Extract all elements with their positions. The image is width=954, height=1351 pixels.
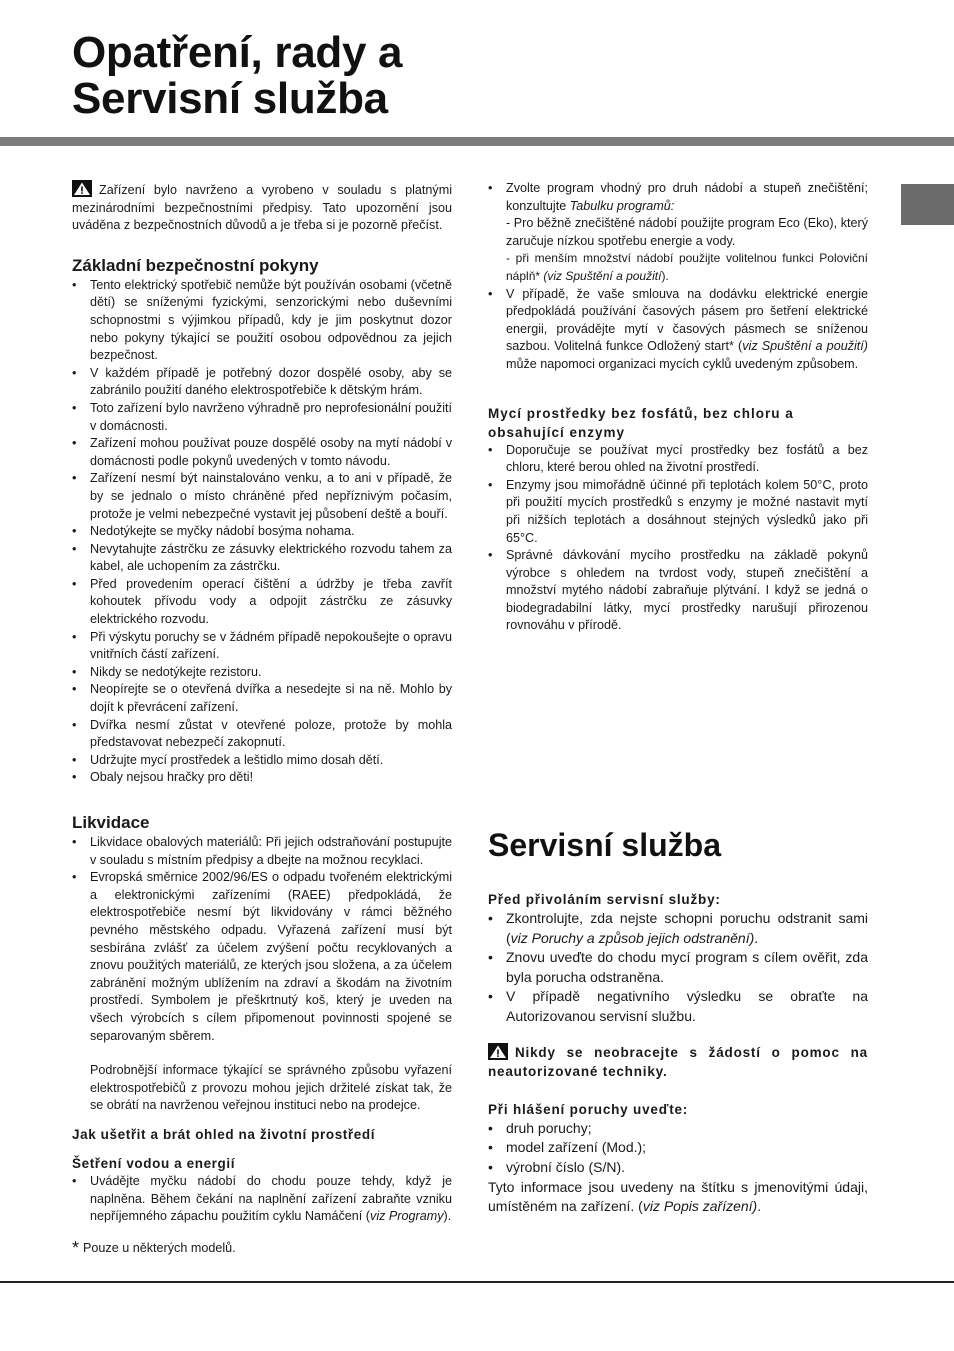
- list-item: • Enzymy jsou mimořádně účinné při teplotách kolem 50°C, proto při použití mycích prostředků s enzymy je možné nastavit mytí při nižších teplotách a dosáhnout stejných výsledků jako při 65°C.: [488, 477, 868, 547]
- eco-tips-list: [488, 180, 868, 374]
- detergent-heading: Mycí prostředky bez fosfátů, bez chloru a obsahující enzymy: [488, 405, 794, 440]
- closing-paragraph: [488, 1178, 868, 1217]
- eco-sub-heading: Šetření vodou a energií: [72, 1155, 236, 1171]
- list-item: • Doporučuje se používat mycí prostředky bez fosfátů a bez chloru, které berou ohled na životní prostředí.: [488, 442, 868, 477]
- service-title: Servisní služba: [488, 827, 721, 863]
- tariff-tip-end: může napomoci organizaci mycích cyklů uvedeným způsobem.: [506, 356, 859, 371]
- program-tip-text: Zvolte program vhodný pro druh nádobí a stupeň znečištění; konzultujte: [506, 181, 868, 213]
- list-item: • Zařízení nesmí být nainstalováno venku, a to ani v případě, že by se jednalo o místo chráněné před nepříznivým počasím, protože je velmi nebezpečné vystavit jej působení deště a bouří.: [72, 470, 452, 523]
- intro-text: Zařízení bylo navrženo a vyrobeno v souladu s platnými mezinárodními bezpečnostními předpisy. Tato upozornění jsou uváděna z bezpečnostních důvodů a je třeba si je pozorně přečíst.: [72, 183, 452, 233]
- side-tab-marker: [901, 184, 954, 225]
- intro-paragraph: [72, 180, 452, 235]
- before-call-heading: Před přivoláním servisní služby:: [488, 892, 721, 907]
- closing-end: .: [757, 1198, 762, 1215]
- before-call-list: [488, 909, 868, 1027]
- closing-text: Tyto informace jsou uvedeny na štítku s jmenovitými údaji, umístěném na zařízení. (: [488, 1178, 868, 1215]
- list-item: • model zařízení (Mod.);: [488, 1138, 868, 1158]
- disposal-list: [72, 834, 452, 1115]
- list-item: [488, 909, 868, 948]
- warning-icon: [72, 180, 92, 197]
- list-item: • druh poruchy;: [488, 1119, 868, 1139]
- page-title-line-1: Opatření, rady a: [72, 28, 403, 77]
- footnote: [72, 1237, 452, 1258]
- disposal-directive-text: • Evropská směrnice 2002/96/ES o odpadu tvořeném elektrickými a elektronickými zařízeními (RAEE) předpokládá, že elektrospotřebiče nesmí být likvidovány v rámci běžného pevného městského odpadu. Vyřazená zařízení musí být sesbírána zvlášť za účelem zvýšení počtu recyklovaných a znovu použitých materiálů, ze kterých jsou složena, a za účelem zabránění možným ublížením na zdraví a škodám na životním prostředí. Symbolem je přeškrtnutý koš, který je uveden na všech výrobcích s cílem připomenout povinnosti spojené se separovaným sběrem.: [90, 870, 452, 1043]
- list-item: • Před provedením operací čištění a údržby je třeba zavřít kohoutek přívodu vody a odpojit zástrčku ze zásuvky elektrického rozvodu.: [72, 576, 452, 629]
- program-tip-sub-1: - Pro běžně znečištěné nádobí použijte program Eco (Eko), který zaručuje nízkou spotřebu energie a vody.: [506, 216, 868, 248]
- page-title: [72, 30, 402, 122]
- footnote-star: *: [72, 1237, 80, 1258]
- list-item: • Toto zařízení bylo navrženo výhradně pro neprofesionální použití v domácnosti.: [72, 400, 452, 435]
- detergent-list: [488, 442, 868, 636]
- list-item: • Dvířka nesmí zůstat v otevřené poloze, protože by mohla představovat nebezpečí zakopnutí.: [72, 717, 452, 752]
- list-item: [72, 1173, 452, 1226]
- before-item-1-end: .: [754, 929, 759, 946]
- program-tip-ref: Tabulku programů:: [569, 198, 675, 213]
- list-item: • Nedotýkejte se myčky nádobí bosýma nohama.: [72, 523, 452, 541]
- report-heading: Při hlášení poruchy uveďte:: [488, 1101, 689, 1117]
- page-title-line-2: Servisní služba: [72, 74, 388, 123]
- list-item: • Udržujte mycí prostředek a leštidlo mimo dosah dětí.: [72, 752, 452, 770]
- list-item: • Tento elektrický spotřebič nemůže být používán osobami (včetně dětí) se sníženými fyzickými, senzorickými nebo duševními schopnostmi s výjimkou případů, kdy je jim poskytnut dozor nebo pokyny týkající se použití osobou odpovědnou za jejich bezpečnost.: [72, 277, 452, 365]
- program-tip-sub-2-text: - při menším množství nádobí použijte volitelnou funkci Poloviční náplň*: [506, 251, 868, 283]
- right-column: [488, 180, 868, 635]
- list-item: [72, 869, 452, 1115]
- list-item: [488, 286, 868, 374]
- before-item-1-ref: viz Poruchy a způsob jejich odstranění): [510, 929, 755, 946]
- left-column: [72, 180, 452, 1257]
- basic-safety-heading: Základní bezpečnostní pokyny: [72, 255, 319, 275]
- list-item: • Zařízení mohou používat pouze dospělé osoby na mytí nádobí v domácnosti podle pokynů uvedených v tomto návodu.: [72, 435, 452, 470]
- warning-icon: [488, 1043, 508, 1060]
- list-item: • Správné dávkování mycího prostředku na základě pokynů výrobce s ohledem na tvrdost vody, stupeň znečištění a množství mytého nádobí zabraňuje plýtvání. I když se jedná o biodegradabilní látky, mycí prostředky narušují přirozenou rovnováhu v přírodě.: [488, 547, 868, 635]
- unauthorized-warning-text: Nikdy se neobracejte s žádostí o pomoc na neautorizované techniky.: [488, 1044, 868, 1080]
- eco-item-ref: viz Programy: [370, 1209, 444, 1224]
- disposal-more-info: Podrobnější informace týkající se správného způsobu vyřazení elektrospotřebičů z provozu mohou jejich držitelé získat tak, že se obrátí na navrženou veřejnou instituci nebo na prodejce.: [90, 1063, 452, 1113]
- program-tip-sub-2-end: ).: [661, 268, 669, 283]
- before-item-1-text: Zkontrolujte, zda nejste schopni poruchu odstranit sami (: [506, 910, 868, 946]
- closing-ref: viz Popis zařízení): [642, 1198, 758, 1215]
- basic-safety-list: [72, 277, 452, 787]
- program-tip-sub-2-ref: (viz Spuštění a použití: [543, 268, 662, 283]
- list-item: • Likvidace obalových materiálů: Při jejich odstraňování postupujte v souladu s místním předpisy a dbejte na možnou recyklaci.: [72, 834, 452, 869]
- report-list: [488, 1119, 868, 1178]
- list-item: • Při výskytu poruchy se v žádném případě nepokoušejte o opravu vnitřních částí zařízení.: [72, 629, 452, 664]
- eco-item-text: Uvádějte myčku nádobí do chodu pouze tehdy, když je naplněna. Během čekání na naplnění zařízení zabraňte vzniku nepříjemného zápachu použitím cyklu Namáčení (: [90, 1173, 452, 1224]
- eco-heading: Jak ušetřit a brát ohled na životní prostředí: [72, 1126, 376, 1142]
- list-item: • výrobní číslo (S/N).: [488, 1158, 868, 1178]
- title-rule: [0, 137, 954, 146]
- list-item: [488, 180, 868, 286]
- footnote-text: Pouze u některých modelů.: [83, 1240, 236, 1255]
- eco-list: [72, 1173, 452, 1226]
- list-item: • Znovu uveďte do chodu mycí program s cílem ověřit, zda byla porucha odstraněna.: [488, 948, 868, 987]
- list-item: • Obaly nejsou hračky pro děti!: [72, 769, 452, 787]
- footer-rule: [0, 1281, 954, 1283]
- tariff-tip-ref: viz Spuštění a použití): [742, 339, 868, 354]
- disposal-heading: Likvidace: [72, 813, 150, 832]
- program-tip-sub-2: [506, 250, 868, 285]
- list-item: • V každém případě je potřebný dozor dospělé osoby, aby se zabránilo použití daného elektrospotřebiče k dětským hrám.: [72, 365, 452, 400]
- list-item: • Neopírejte se o otevřená dvířka a nesedejte si na ně. Mohlo by dojít k převrácení zařízení.: [72, 681, 452, 716]
- list-item: • V případě negativního výsledku se obraťte na Autorizovanou servisní službu.: [488, 987, 868, 1026]
- tariff-tip-text: V případě, že vaše smlouva na dodávku elektrické energie předpokládá používání časových pásem pro šetření elektrické energii, provádějte mytí v časových pásmech se sníženou sazbou. Volitelná funkce Odložený start* (: [506, 286, 868, 354]
- list-item: • Nevytahujte zástrčku ze zásuvky elektrického rozvodu tahem za kabel, ale uchopením za zástrčku.: [72, 541, 452, 576]
- unauthorized-warning: [488, 1043, 868, 1082]
- service-section: [488, 826, 868, 1217]
- list-item: • Nikdy se nedotýkejte rezistoru.: [72, 664, 452, 682]
- eco-item-end: ).: [443, 1209, 452, 1224]
